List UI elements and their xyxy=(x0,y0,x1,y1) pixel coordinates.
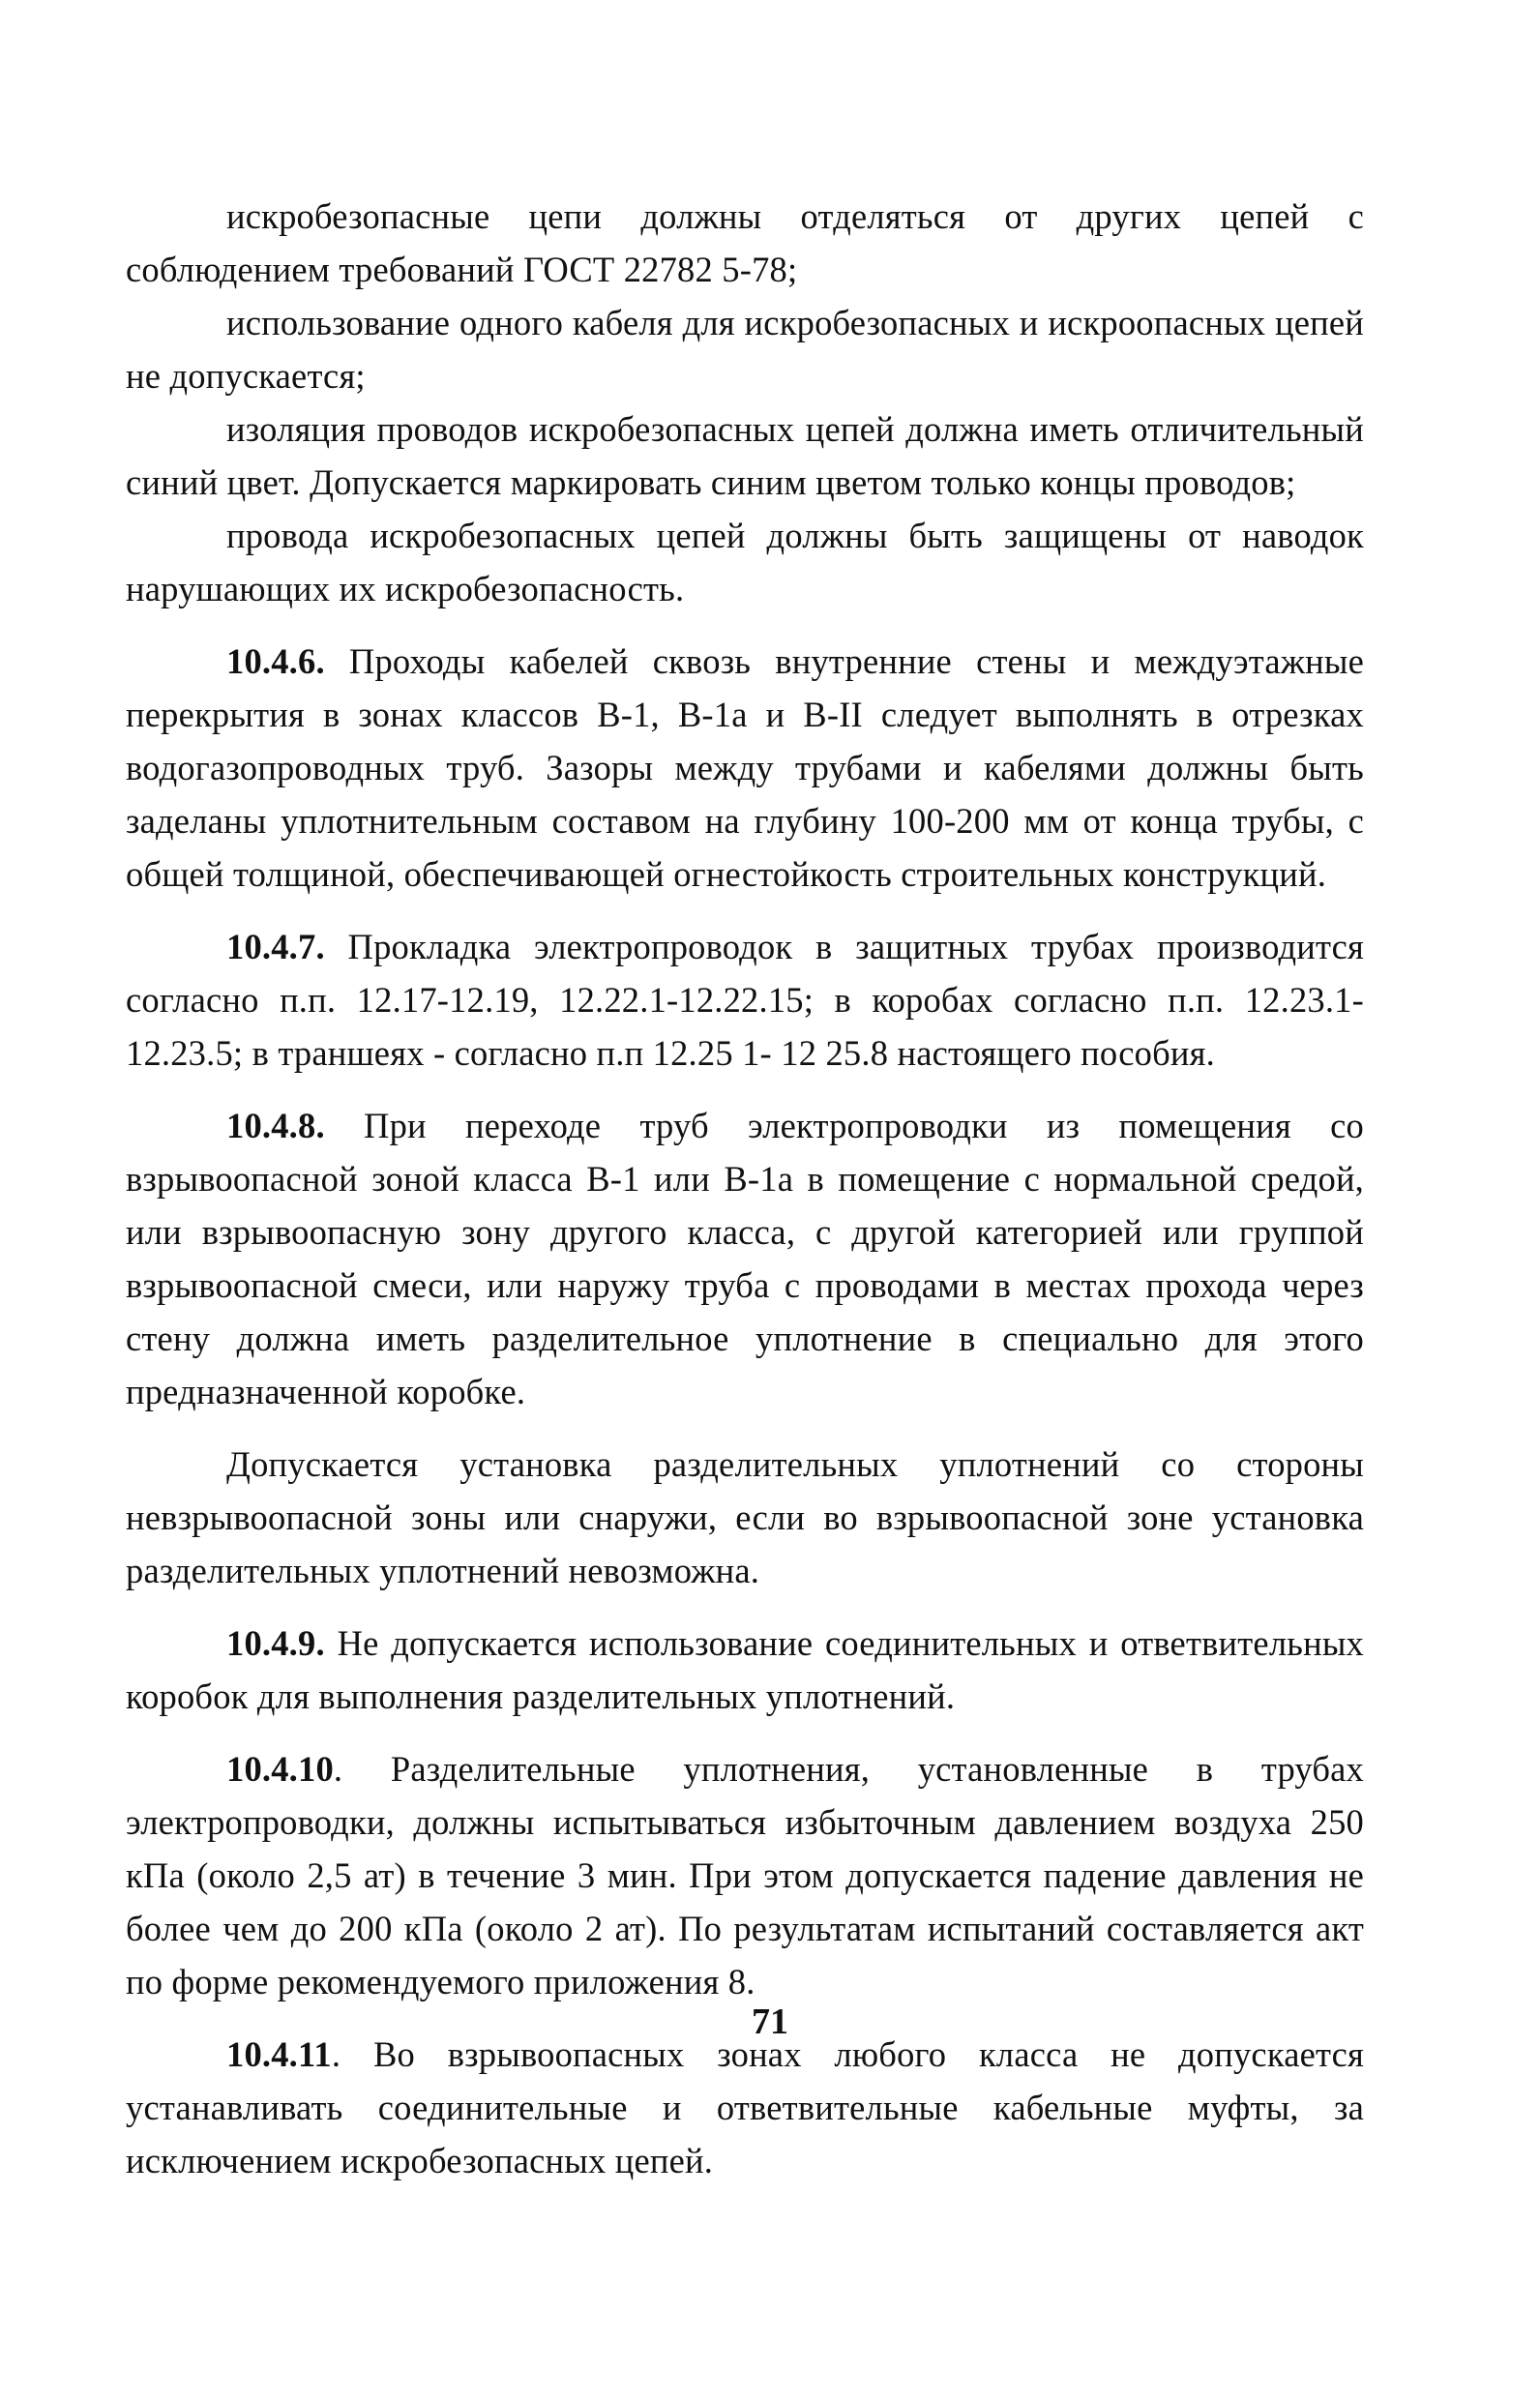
paragraph-text: . Разделительные уплотнения, установленные в трубах электропроводки, должны испытываться избыточным давлением воздуха 250 кПа (около 2,5 ат) в течение 3 мин. При этом допускается падение давления не более чем до 200 кПа (около 2 ат). По результатам испытаний составляется акт по форме рекомендуемого приложения 8. xyxy=(126,1749,1364,2002)
paragraph-10-4-11 xyxy=(126,2028,1364,2187)
paragraph-text: . Во взрывоопасных зонах любого класса не допускается устанавливать соединительные и ответвительные кабельные муфты, за исключением искробезопасных цепей. xyxy=(126,2034,1364,2180)
paragraph-text: использование одного кабеля для искробезопасных и искроопасных цепей не допускается; xyxy=(126,303,1364,396)
clause-number: 10.4.8. xyxy=(226,1106,325,1145)
paragraph-text: Не допускается использование соединительных и ответвительных коробок для выполнения разделительных уплотнений. xyxy=(126,1623,1364,1716)
clause-number: 10.4.7. xyxy=(226,927,325,966)
paragraph-text: провода искробезопасных цепей должны быть защищены от наводок нарушающих их искробезопасность. xyxy=(126,516,1364,608)
paragraph-10-4-6 xyxy=(126,635,1364,901)
paragraph-10-4-8-cont xyxy=(126,1438,1364,1597)
clause-number: 10.4.10 xyxy=(226,1749,334,1789)
paragraph-10-4-8 xyxy=(126,1099,1364,1418)
paragraph-text: Проходы кабелей сквозь внутренние стены и междуэтажные перекрытия в зонах классов В-1, В-1а и В-II следует выполнять в отрезках водогазопроводных труб. Зазоры между трубами и кабелями должны быть заделаны уплотнительным составом на глубину 100-200 мм от конца трубы, с общей толщиной, обеспечивающей огнестойкость строительных конструкций. xyxy=(126,641,1364,894)
paragraph-text: Прокладка электропроводок в защитных трубах производится согласно п.п. 12.17-12.19, 12.22.1-12.22.15; в коробах согласно п.п. 12.23.1-12.23.5; в траншеях - согласно п.п 12.25 1- 12 25.8 настоящего пособия. xyxy=(126,927,1364,1073)
paragraph-4 xyxy=(126,509,1364,615)
paragraph-text: Допускается установка разделительных уплотнений со стороны невзрывоопасной зоны или снаружи, если во взрывоопасной зоне установка разделительных уплотнений невозможна. xyxy=(126,1444,1364,1590)
page-number: 71 xyxy=(752,2002,788,2042)
document-body xyxy=(126,190,1364,2187)
clause-number: 10.4.9. xyxy=(226,1623,325,1663)
paragraph-text: искробезопасные цепи должны отделяться от других цепей с соблюдением требований ГОСТ 22782 5-78; xyxy=(126,196,1364,289)
paragraph-text: изоляция проводов искробезопасных цепей должна иметь отличительный синий цвет. Допускается маркировать синим цветом только концы проводов; xyxy=(126,409,1364,502)
paragraph-10-4-10 xyxy=(126,1742,1364,2008)
clause-number: 10.4.11 xyxy=(226,2034,332,2074)
paragraph-3 xyxy=(126,402,1364,509)
paragraph-text: При переходе труб электропроводки из помещения со взрывоопасной зоной класса В-1 или В-1а в помещение с нормальной средой, или взрывоопасную зону другого класса, с другой категорией или группой взрывоопасной смеси, или наружу труба с проводами в местах прохода через стену должна иметь разделительное уплотнение в специально для этого предназначенной коробке. xyxy=(126,1106,1364,1411)
paragraph-1 xyxy=(126,190,1364,296)
paragraph-10-4-7 xyxy=(126,920,1364,1080)
paragraph-10-4-9 xyxy=(126,1616,1364,1723)
paragraph-2 xyxy=(126,296,1364,402)
clause-number: 10.4.6. xyxy=(226,641,325,681)
